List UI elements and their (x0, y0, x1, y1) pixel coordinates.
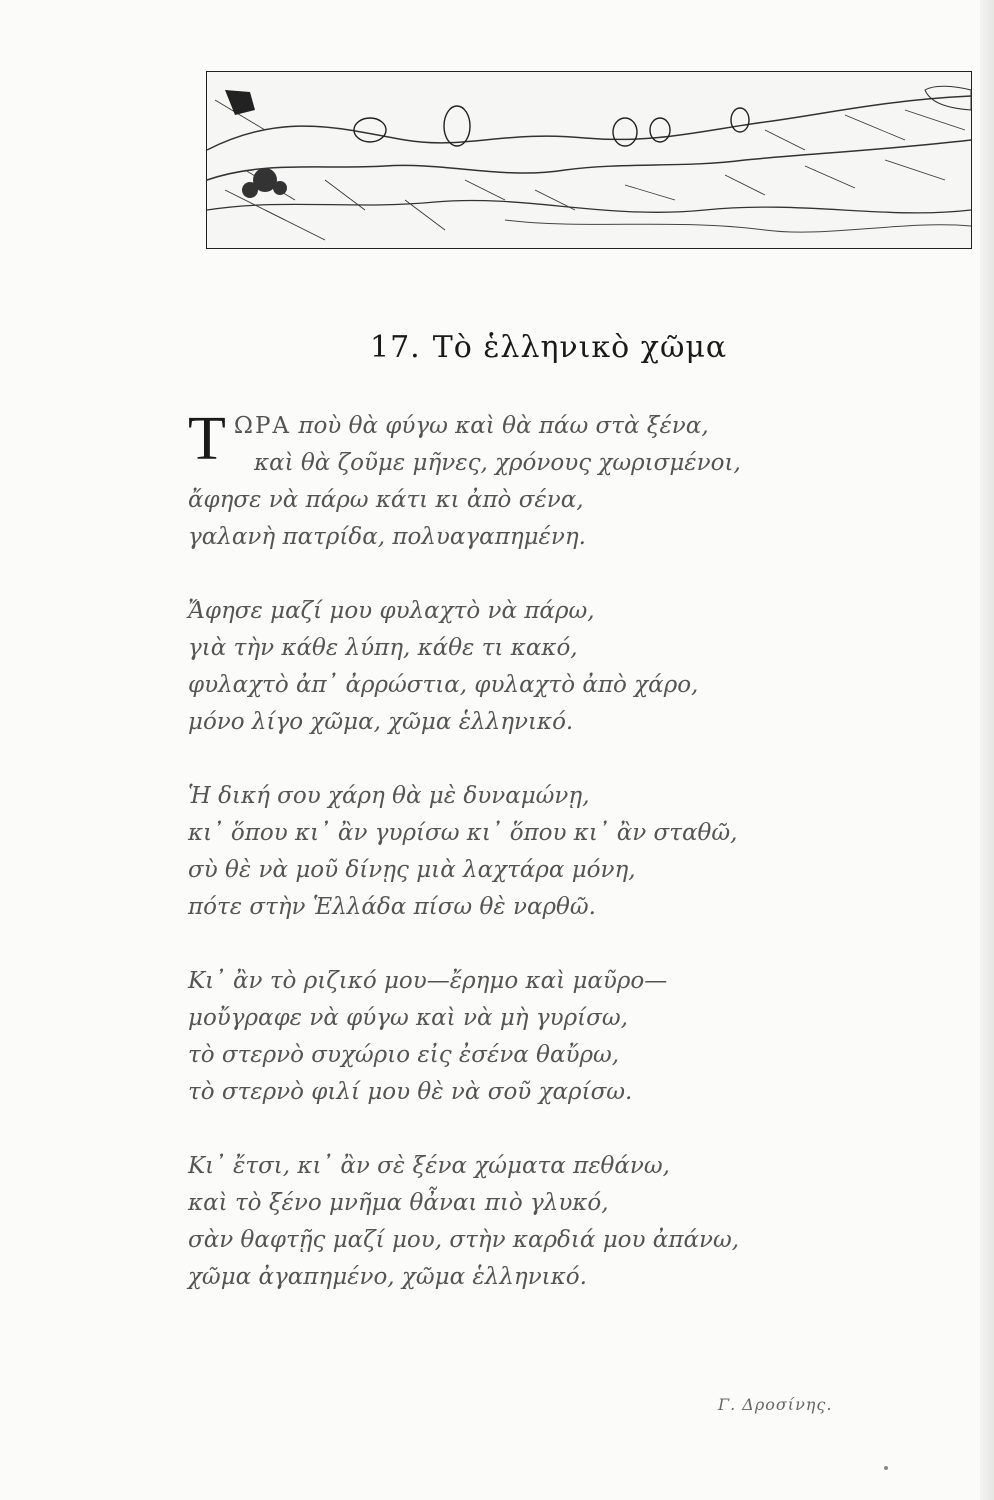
poem-line: πότε στὴν Ἑλλάδα πίσω θὲ ναρθῶ. (188, 894, 596, 920)
stanza-1 (188, 405, 888, 556)
landscape-illustration (205, 70, 973, 252)
poem-line: Ἄφησε μαζί μου φυλαχτὸ νὰ πάρω, (188, 598, 595, 624)
stanza-3 (188, 778, 888, 926)
stanza-4 (188, 963, 888, 1111)
poem-line: σὺ θὲ νὰ μοῦ δίνῃς μιὰ λαχτάρα μόνη, (188, 857, 636, 883)
drop-cap: Τ (188, 405, 226, 473)
author-signature: Γ. Δροσίνης. (718, 1395, 833, 1414)
poem-line: κι᾿ ὅπου κι᾿ ἂν γυρίσω κι᾿ ὅπου κι᾿ ἂν σταθῶ, (188, 820, 738, 846)
poem-body (188, 405, 888, 1333)
poem-line: σὰν θαφτῇς μαζί μου, στὴν καρδιά μου ἀπάνω, (188, 1227, 740, 1253)
poem-title-text: Τὸ ἑλληνικὸ χῶμα (432, 330, 728, 365)
poem-line: μοὔγραφε νὰ φύγω καὶ νὰ μὴ γυρίσω, (188, 1005, 628, 1031)
poem-line: ἄφησε νὰ πάρω κάτι κι ἀπὸ σένα, (188, 487, 584, 513)
poem-line: Κι᾿ ἂν τὸ ριζικό μου—ἔρημο καὶ μαῦρο— (188, 968, 668, 994)
poem-line: γιὰ τὴν κάθε λύπη, κάθε τι κακό, (188, 635, 578, 661)
stanza-5 (188, 1148, 888, 1296)
poem-line: μόνο λίγο χῶμα, χῶμα ἑλληνικό. (188, 709, 574, 735)
poem-line: καὶ τὸ ξένο μνῆμα θἆναι πιὸ γλυκό, (188, 1190, 609, 1216)
poem-number: 17. (370, 330, 421, 365)
poem-line: Κι᾿ ἔτσι, κι᾿ ἂν σὲ ξένα χώματα πεθάνω, (188, 1153, 670, 1179)
page-edge (980, 0, 994, 1500)
poem-line: τὸ στερνὸ φιλί μου θὲ νὰ σοῦ χαρίσω. (188, 1079, 633, 1105)
poem-line: χῶμα ἀγαπημένο, χῶμα ἑλληνικό. (188, 1264, 587, 1290)
poem-title (370, 330, 727, 365)
poem-line: φυλαχτὸ ἀπ᾿ ἀρρώστια, φυλαχτὸ ἀπὸ χάρο, (188, 672, 699, 698)
poem-line: Ἡ δική σου χάρη θὰ μὲ δυναμώνῃ, (188, 783, 590, 809)
stanza-2 (188, 593, 888, 741)
poem-line: γαλανὴ πατρίδα, πολυαγαπημένη. (188, 524, 586, 550)
page-speck (884, 1466, 888, 1470)
poem-line: καὶ θὰ ζοῦμε μῆνες, χρόνους χωρισμένοι, (254, 450, 741, 476)
poem-line (188, 408, 888, 445)
poem-line-text: ποὺ θὰ φύγω καὶ θὰ πάω στὰ ξένα, (291, 413, 709, 439)
first-word: ΩΡΑ (233, 413, 292, 439)
poem-line: τὸ στερνὸ συχώριο εἰς ἐσένα θαὔρω, (188, 1042, 620, 1068)
